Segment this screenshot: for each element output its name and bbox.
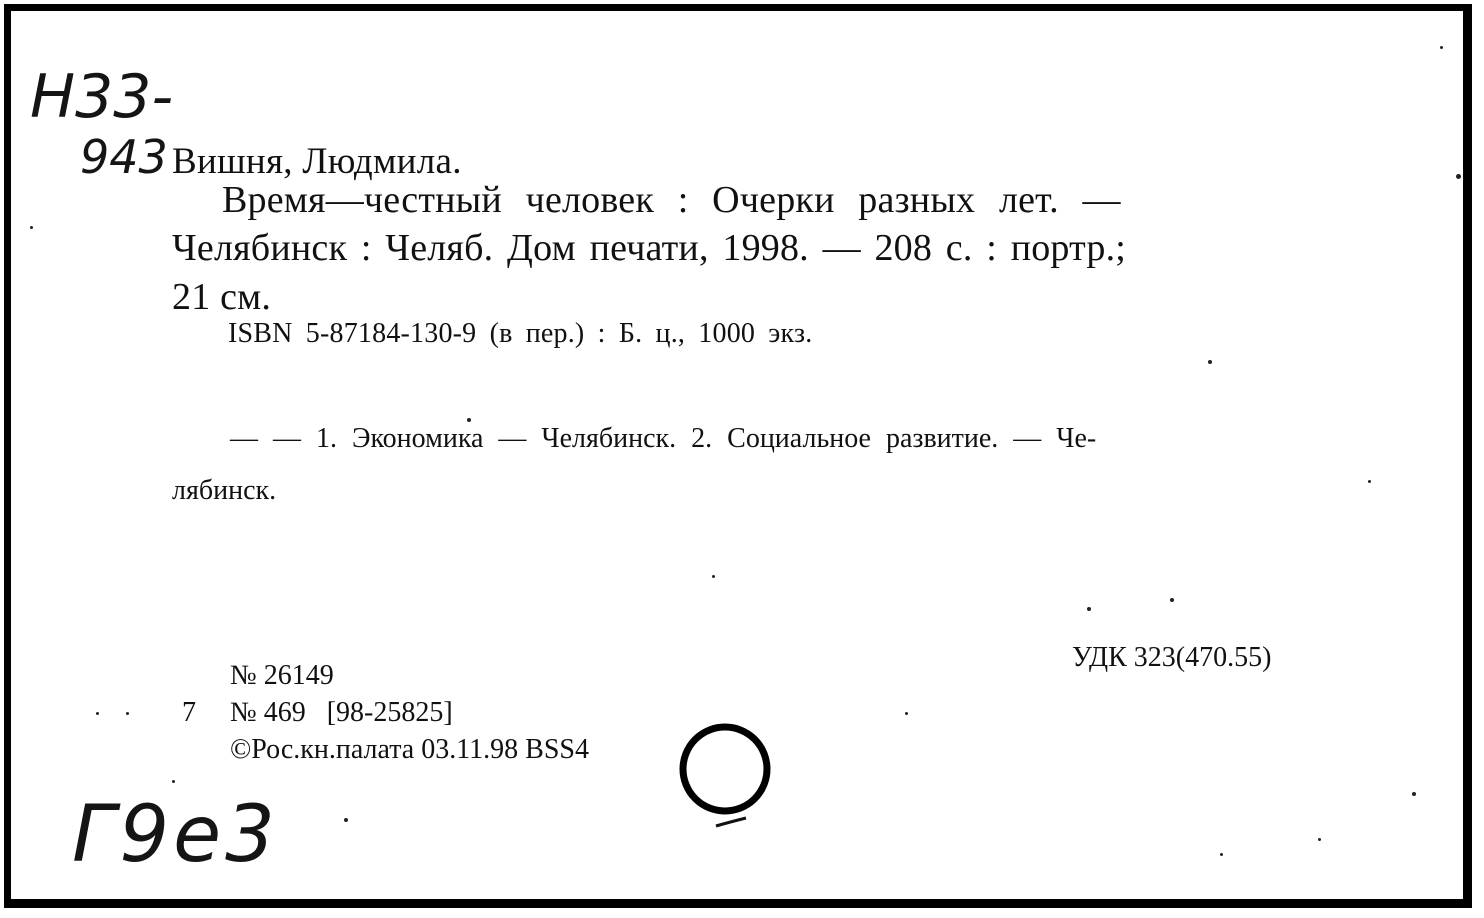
speck	[1456, 174, 1461, 179]
speck	[1170, 598, 1174, 602]
speck	[1087, 607, 1091, 611]
title-line-2: Челябинск : Челяб. Дом печати, 1998. — 208 с. : портр.;	[172, 227, 1127, 269]
title-line-1: Время—честный человек : Очерки разных лет. —	[222, 179, 1121, 221]
speck	[712, 575, 715, 578]
author-heading: Вишня, Людмила.	[172, 141, 462, 182]
shelfmark-line2: 943	[80, 130, 168, 184]
record-number: № 469 [98-25825]	[230, 697, 453, 728]
speck	[96, 712, 99, 715]
shelfmark-line1: Н33-	[30, 62, 174, 132]
isbn-line: ISBN 5-87184-130-9 (в пер.) : Б. ц., 1000 экз.	[228, 318, 813, 349]
title-line-3: 21 см.	[172, 276, 272, 318]
subjects-line-2: лябинск.	[172, 475, 277, 506]
speck	[1318, 838, 1321, 841]
speck	[467, 418, 471, 422]
handwritten-note: Г9е3	[72, 790, 279, 880]
speck	[30, 226, 33, 229]
card-prefix: 7	[182, 697, 196, 728]
speck	[905, 712, 908, 715]
speck	[1220, 853, 1223, 856]
speck	[1440, 46, 1443, 49]
copyright-line: ©Рос.кн.палата 03.11.98 ВSS4	[230, 734, 589, 765]
udk-code: УДК 323(470.55)	[1072, 642, 1272, 673]
speck	[1208, 360, 1212, 364]
speck	[1368, 480, 1371, 483]
card-number: № 26149	[230, 660, 334, 691]
speck	[126, 712, 129, 715]
speck	[344, 818, 348, 822]
speck	[172, 780, 175, 783]
speck	[1412, 792, 1416, 796]
subjects-line-1: — — 1. Экономика — Челябинск. 2. Социальное развитие. — Че-	[230, 423, 1097, 454]
